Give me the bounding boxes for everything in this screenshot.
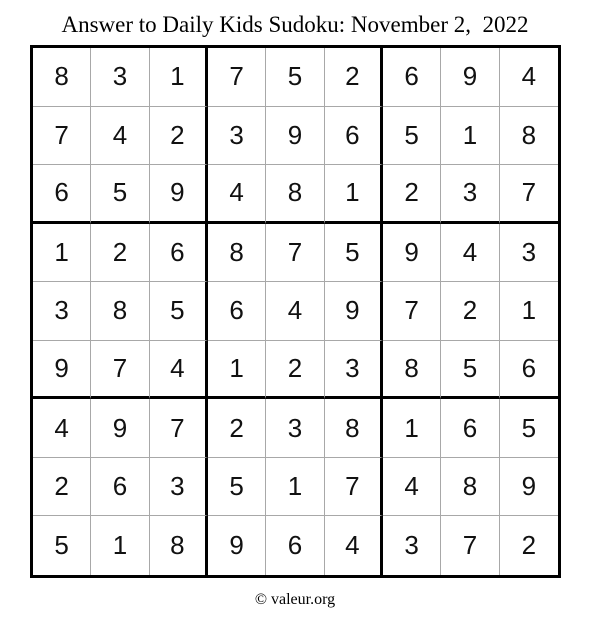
sudoku-cell-r9-c5: 6: [266, 516, 324, 575]
sudoku-cell-r4-c6: 5: [325, 224, 383, 283]
sudoku-cell-r9-c6: 4: [325, 516, 383, 575]
sudoku-cell-r8-c3: 3: [150, 458, 208, 517]
sudoku-cell-r1-c1: 8: [33, 48, 91, 107]
sudoku-cell-r8-c8: 8: [441, 458, 499, 517]
sudoku-cell-r2-c2: 4: [91, 107, 149, 166]
sudoku-cell-r6-c7: 8: [383, 341, 441, 400]
sudoku-cell-r4-c7: 9: [383, 224, 441, 283]
sudoku-cell-r7-c4: 2: [208, 399, 266, 458]
sudoku-cell-r9-c9: 2: [521, 530, 537, 561]
sudoku-cell-r7-c7: 1: [383, 399, 441, 458]
sudoku-cell-r4-c2: 2: [91, 224, 149, 283]
sudoku-cell-r2-c8: 1: [441, 107, 499, 166]
sudoku-cell-r8-c5: 1: [266, 458, 324, 517]
sudoku-cell-r3-c5: 8: [266, 165, 324, 224]
sudoku-cell-r8-c9: 9: [500, 458, 558, 517]
sudoku-cell-r9-c3: 8: [150, 516, 208, 575]
sudoku-cell-r4-c4: 8: [208, 224, 266, 283]
sudoku-cell-r1-c4: 7: [208, 48, 266, 107]
sudoku-cell-r7-c8: 6: [441, 399, 499, 458]
sudoku-cell-r9-c7: 3: [383, 516, 441, 575]
sudoku-cell-r1-c6: 2: [325, 48, 383, 107]
sudoku-cell-r5-c1: 3: [33, 282, 91, 341]
sudoku-cell-r1-c8: 9: [441, 48, 499, 107]
sudoku-cell-r3-c8: 3: [441, 165, 499, 224]
sudoku-cell-r1-c5: 5: [266, 48, 324, 107]
sudoku-cell-r6-c4: 1: [208, 341, 266, 400]
sudoku-cell-r7-c6: 8: [325, 399, 383, 458]
sudoku-cell-r5-c7: 7: [383, 282, 441, 341]
sudoku-cell-r8-c4: 5: [208, 458, 266, 517]
sudoku-cell-r6-c3: 4: [150, 341, 208, 400]
sudoku-cell-r6-c2: 7: [91, 341, 149, 400]
sudoku-cell-r2-c5: 9: [266, 107, 324, 166]
sudoku-board: [30, 45, 561, 578]
sudoku-cell-r5-c9: 1: [500, 282, 558, 341]
site-credit: © valeur.org: [254, 591, 336, 608]
sudoku-cell-r8-c2: 6: [91, 458, 149, 517]
sudoku-cell-r3-c4: 4: [208, 165, 266, 224]
sudoku-cell-r9-c4: 9: [208, 516, 266, 575]
sudoku-cell-r7-c5: 3: [266, 399, 324, 458]
sudoku-cell-r5-c8: 2: [441, 282, 499, 341]
sudoku-cell-r2-c9: 8: [500, 107, 558, 166]
sudoku-cell-r7-c9: 5: [500, 399, 558, 458]
sudoku-cell-r2-c1: 7: [33, 107, 91, 166]
sudoku-cell-r3-c6: 1: [325, 165, 383, 224]
sudoku-cell-r8-c7: 4: [383, 458, 441, 517]
sudoku-cell-r6-c9: 6: [500, 341, 558, 400]
sudoku-cell-r2-c4: 3: [208, 107, 266, 166]
sudoku-cell-r2-c7: 5: [383, 107, 441, 166]
sudoku-cell-r1-c7: 6: [383, 48, 441, 107]
sudoku-cell-r8-c1: 2: [33, 458, 91, 517]
sudoku-cell-r5-c3: 5: [150, 282, 208, 341]
sudoku-cell-r6-c8: 5: [441, 341, 499, 400]
puzzle-title: Answer to Daily Kids Sudoku: November 2, 2022: [61, 12, 529, 37]
sudoku-cell-r4-c5: 7: [266, 224, 324, 283]
sudoku-cell-r7-c3: 7: [150, 399, 208, 458]
sudoku-cell-r4-c1: 1: [33, 224, 91, 283]
sudoku-cell-r3-c9: 7: [500, 165, 558, 224]
sudoku-cell-r2-c6: 6: [325, 107, 383, 166]
sudoku-cell-r5-c2: 8: [91, 282, 149, 341]
sudoku-cell-r3-c3: 9: [150, 165, 208, 224]
sudoku-cell-r5-c5: 4: [266, 282, 324, 341]
sudoku-cell-r3-c2: 5: [91, 165, 149, 224]
sudoku-cell-r3-c1: 6: [33, 165, 91, 224]
sudoku-cell-r1-c3: 1: [150, 48, 208, 107]
sudoku-cell-r1-c9: 4: [500, 48, 558, 107]
sudoku-cell-r2-c3: 2: [150, 107, 208, 166]
sudoku-cell-r9-c8: 7: [441, 516, 499, 575]
sudoku-cell-r8-c6: 7: [325, 458, 383, 517]
sudoku-cell-r9-c1: 5: [33, 516, 91, 575]
sudoku-cell-r4-c3: 6: [150, 224, 208, 283]
sudoku-cell-r6-c5: 2: [266, 341, 324, 400]
sudoku-cell-r5-c6: 9: [325, 282, 383, 341]
sudoku-cell-r3-c7: 2: [383, 165, 441, 224]
sudoku-cell-r4-c8: 4: [441, 224, 499, 283]
sudoku-cell-r6-c6: 3: [325, 341, 383, 400]
sudoku-cell-r6-c1: 9: [33, 341, 91, 400]
sudoku-cell-r7-c1: 4: [33, 399, 91, 458]
sudoku-cell-r9-c2: 1: [91, 516, 149, 575]
sudoku-cell-r4-c9: 3: [500, 224, 558, 283]
sudoku-cell-r1-c2: 3: [91, 48, 149, 107]
sudoku-cell-r5-c4: 6: [208, 282, 266, 341]
sudoku-cell-r7-c2: 9: [91, 399, 149, 458]
